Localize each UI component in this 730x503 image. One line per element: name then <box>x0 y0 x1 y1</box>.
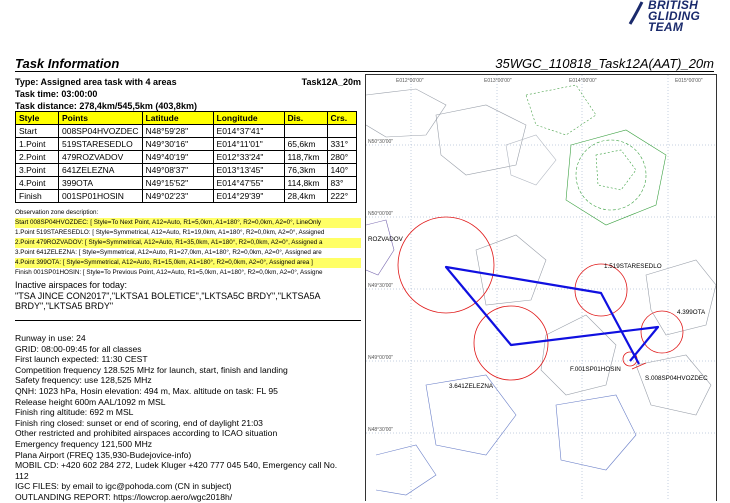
task-type: Type: Assigned area task with 4 areas <box>15 77 177 87</box>
airspace-outline <box>476 235 546 305</box>
task-route-line <box>446 267 658 364</box>
table-row <box>16 151 357 164</box>
british-gliding-team-logo <box>628 0 730 52</box>
inactive-airspaces <box>15 280 361 312</box>
note-line: QNH: 1023 hPa, Hosin elevation: 494 m, Max. altitude on task: FL 95 <box>15 385 278 396</box>
cell-latitude: N49°40'19" <box>142 151 213 164</box>
assigned-area-zelezna <box>474 306 548 380</box>
cell-style: Finish <box>16 190 59 203</box>
task-summary <box>15 76 361 112</box>
cell-distance <box>284 125 327 138</box>
cell-longitude: E014°47'55" <box>213 177 284 190</box>
lat-label: N50°00'00" <box>368 211 394 217</box>
cell-point: 008SP04HVOZDEC <box>59 125 143 138</box>
oz-line-start: Start 008SP04HVOZDEC: [ Style=To Next Point, A12=Auto, R1=5,0km, A1=180°, R2=0,0km, A2=0°, LineOnly <box>15 218 361 228</box>
oz-line-point-3: 3.Point 641ZELEZNA: [ Style=Symmetrical, A12=Auto, R1=27,0km, A1=180°, R2=0,0km, A2=0°, Assigned are <box>15 249 322 256</box>
cell-point: 001SP01HOSIN <box>59 190 143 203</box>
logo-line-1: BRITISH <box>648 0 699 12</box>
point-label-hosin: F.001SP01HOSIN <box>570 366 621 373</box>
cell-style: 2.Point <box>16 151 59 164</box>
cell-latitude: N49°15'52" <box>142 177 213 190</box>
assigned-area-rozvadov <box>398 217 494 313</box>
note-line: OUTLANDING REPORT: https://lowcrop.aero/wgc2018h/ <box>15 491 233 502</box>
lon-label: E012°00'00" <box>396 78 424 84</box>
lat-label: N50°30'00" <box>368 139 394 145</box>
col-style: Style <box>16 112 59 125</box>
table-row <box>16 177 357 190</box>
lon-label: E014°00'00" <box>569 78 597 84</box>
note-line: Finish ring altitude: 692 m MSL <box>15 407 134 418</box>
oz-line-point-1: 1.Point 519STARESEDLO: [ Style=Symmetrical, A12=Auto, R1=19,0km, A1=180°, R2=0,0km, A2=0°, Assigned <box>15 229 325 236</box>
point-label-zelezna: 3.641ZELEZNA <box>449 383 494 390</box>
task-notes <box>15 333 361 503</box>
cell-distance: 114,8km <box>284 177 327 190</box>
cell-latitude: N49°30'16" <box>142 138 213 151</box>
cell-longitude: E014°29'39" <box>213 190 284 203</box>
header-divider <box>15 71 714 72</box>
cell-point: 399OTA <box>59 177 143 190</box>
airspace-outline <box>506 135 556 185</box>
cell-latitude: N48°59'28" <box>142 125 213 138</box>
airspace-outline <box>526 85 596 135</box>
airspace-outline <box>366 220 394 275</box>
note-line: Safety frequency: use 128,525 MHz <box>15 375 152 386</box>
cell-latitude: N49°02'23" <box>142 190 213 203</box>
cell-longitude: E013°13'45" <box>213 164 284 177</box>
airspace-outline <box>541 315 616 395</box>
lat-label: N49°00'00" <box>368 355 394 361</box>
cell-course: 83° <box>327 177 356 190</box>
logo-line-3: TEAM <box>648 20 684 34</box>
point-label-rozvadov: ROZVADOV <box>368 236 403 243</box>
note-line: 112 <box>15 470 29 481</box>
task-file-name: 35WGC_110818_Task12A(AAT)_20m <box>495 56 714 71</box>
note-line: Emergency frequency 121,500 MHz <box>15 438 153 449</box>
airspace-circle <box>576 140 646 210</box>
cell-course: 331° <box>327 138 356 151</box>
cell-distance: 28,4km <box>284 190 327 203</box>
lon-label: E015°00'00" <box>675 78 703 84</box>
section-divider <box>15 320 361 321</box>
cell-longitude: E012°33'24" <box>213 151 284 164</box>
logo-line-2: GLIDING <box>648 9 701 23</box>
airspace-outline <box>436 105 526 175</box>
note-line: GRID: 08:00-09:45 for all classes <box>15 343 142 354</box>
point-label-staresedlo: 1.519STARESEDLO <box>604 263 662 270</box>
cell-point: 641ZELEZNA <box>59 164 143 177</box>
col-points: Points <box>59 112 143 125</box>
cell-course: 140° <box>327 164 356 177</box>
assigned-area-ota <box>641 311 683 353</box>
col-latitude: Latitude <box>142 112 213 125</box>
note-line: Plana Airport (FREQ 135,930-Budejovice-info) <box>15 449 192 460</box>
cell-longitude: E014°11'01" <box>213 138 284 151</box>
note-line: MOBIL CD: +420 602 284 272, Ludek Kluger +420 777 045 540, Emergency call No. <box>15 460 338 471</box>
airspace-outline <box>376 445 436 495</box>
airspace-outline <box>556 395 636 470</box>
observation-zone-description <box>15 208 361 278</box>
cell-point: 519STARESEDLO <box>59 138 143 151</box>
col-longitude: Longitude <box>213 112 284 125</box>
cell-latitude: N49°08'37" <box>142 164 213 177</box>
cell-course: 222° <box>327 190 356 203</box>
inactive-airspaces-title: Inactive airspaces for today: <box>15 280 128 290</box>
oz-title: Observation zone description: <box>15 209 99 216</box>
oz-line-point-4: 4.Point 399OTA: [ Style=Symmetrical, A12=Auto, R1=15,0km, A1=180°, R2=0,0km, A2=0°, Assigned area ] <box>15 258 361 268</box>
table-row <box>16 164 357 177</box>
lat-label: N48°30'00" <box>368 427 394 433</box>
cell-distance: 76,3km <box>284 164 327 177</box>
col-course: Crs. <box>327 112 356 125</box>
cell-style: 3.Point <box>16 164 59 177</box>
cell-distance: 65,6km <box>284 138 327 151</box>
lon-label: E013°00'00" <box>484 78 512 84</box>
task-map[interactable] <box>365 74 717 501</box>
lat-label: N49°30'00" <box>368 283 394 289</box>
task-time: Task time: 03:00:00 <box>15 89 98 99</box>
airspace-outline <box>596 150 636 190</box>
table-row <box>16 125 357 138</box>
oz-line-finish: Finish 001SP01HOSIN: [ Style=To Previous Point, A12=Auto, R1=5,0km, A1=180°, R2=0,0km, A2=0°, Assigne <box>15 269 323 276</box>
cell-point: 479ROZVADOV <box>59 151 143 164</box>
note-line: Release height 600m AAL/1092 m MSL <box>15 396 166 407</box>
task-distance: Task distance: 278,4km/545,5km (403,8km) <box>15 101 197 111</box>
airspace-outline <box>366 89 446 137</box>
cell-distance: 118,7km <box>284 151 327 164</box>
cell-style: Start <box>16 125 59 138</box>
point-label-ota: 4.399OTA <box>677 309 706 316</box>
inactive-airspaces-list: "TSA JINCE CON2017","LKTSA1 BOLETICE","LKTSA5C BRDY","LKTSA5A BRDY","LKTSA5 BRDY" <box>15 290 320 311</box>
task-name: Task12A_20m <box>301 77 361 87</box>
table-row <box>16 190 357 203</box>
cell-course: 280° <box>327 151 356 164</box>
airspace-outline <box>636 355 711 415</box>
cell-style: 4.Point <box>16 177 59 190</box>
table-row <box>16 138 357 151</box>
note-line: IGC FILES: by email to igc@pohoda.com (CN in subject) <box>15 481 232 492</box>
cell-style: 1.Point <box>16 138 59 151</box>
note-line: Finish ring closed: sunset or end of scoring, end of daylight 21:03 <box>15 417 263 428</box>
oz-line-point-2: 2.Point 479ROZVADOV: [ Style=Symmetrical, A12=Auto, R1=35,0km, A1=180°, R2=0,0km, A2=0°, Assigned a <box>15 238 361 248</box>
note-line: Runway in use: 24 <box>15 333 86 343</box>
note-line: Other restricted and prohibited airspaces according to ICAO situation <box>15 428 278 439</box>
airspace-outline <box>566 130 666 225</box>
point-label-hvozdec: S.008SP04HVOZDEC <box>645 375 708 382</box>
turnpoint-table <box>15 111 357 203</box>
task-map-canvas <box>366 75 716 501</box>
page-title: Task Information <box>15 56 120 71</box>
col-distance: Dis. <box>284 112 327 125</box>
cell-longitude: E014°37'41" <box>213 125 284 138</box>
note-line: Competition frequency 128.525 MHz for launch, start, finish and landing <box>15 364 288 375</box>
note-line: First launch expected: 11:30 CEST <box>15 354 148 365</box>
cell-course <box>327 125 356 138</box>
turnpoint-table-header <box>16 112 357 125</box>
